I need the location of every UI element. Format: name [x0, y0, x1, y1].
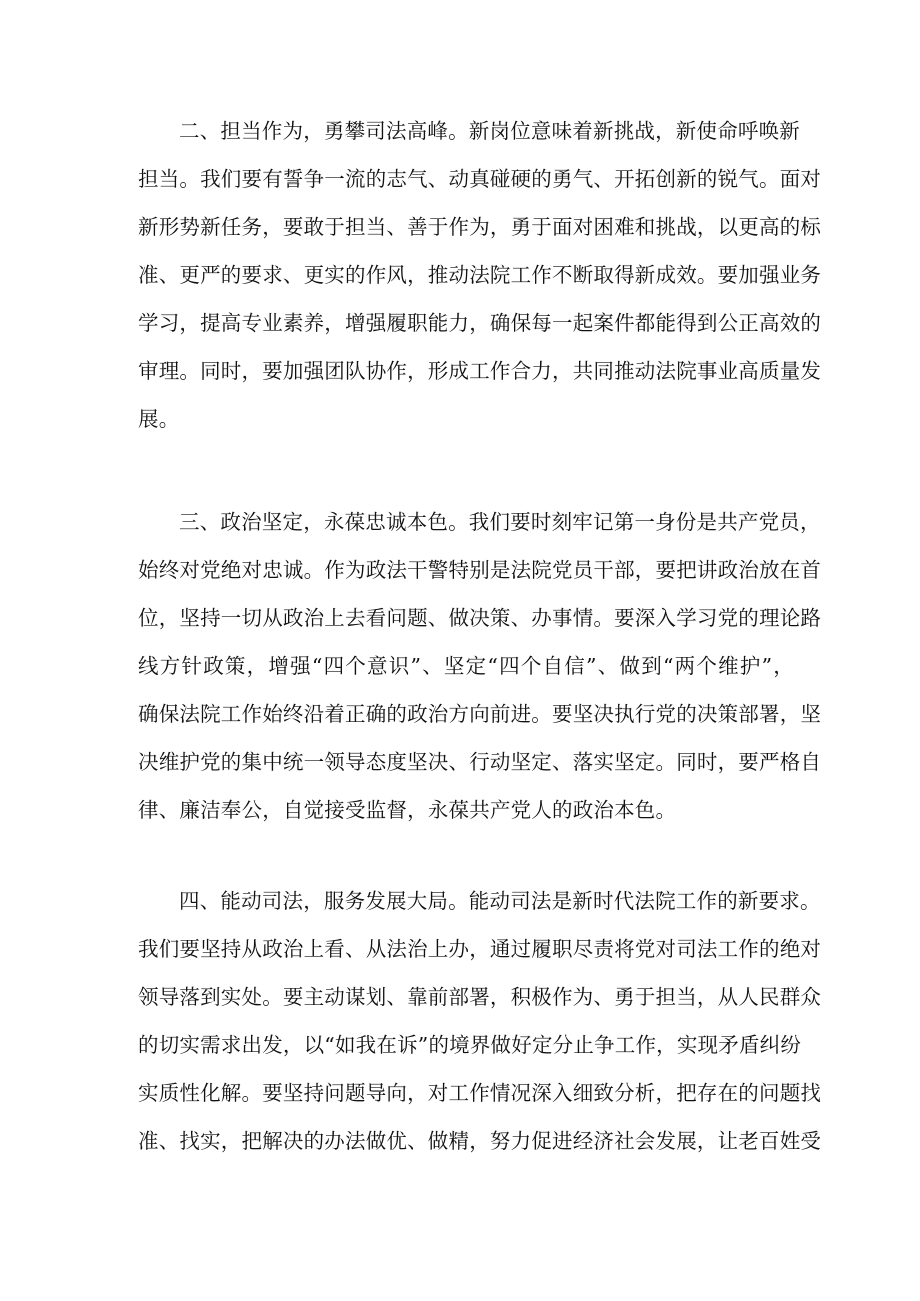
text-line: 线方针政策，增强“四个意识”、坚定“四个自信”、做到“两个维护”， — [138, 654, 794, 678]
text-line: 我们要坚持从政治上看、从法治上办，通过履职尽责将党对司法工作的绝对 — [138, 937, 822, 961]
text-line: 准、更严的要求、更实的作风，推动法院工作不断取得新成效。要加强业务 — [138, 263, 822, 287]
text-line: 决维护党的集中统一领导态度坚决、行动坚定、落实坚定。同时，要严格自 — [138, 750, 822, 774]
text-line: 审理。同时，要加强团队协作，形成工作合力，共同推动法院事业高质量发 — [138, 359, 822, 383]
text-line: 担当。我们要有誓争一流的志气、动真碰硬的勇气、开拓创新的锐气。面对 — [138, 167, 822, 191]
text-line: 准、找实，把解决的办法做优、做精，努力促进经济社会发展，让老百姓受 — [138, 1129, 822, 1153]
text-line: 领导落到实处。要主动谋划、靠前部署，积极作为、勇于担当，从人民群众 — [138, 985, 822, 1009]
text-line: 三、政治坚定，永葆忠诚本色。我们要时刻牢记第一身份是共产党员， — [179, 510, 821, 534]
paragraph-responsibility — [138, 107, 822, 443]
text-line: 始终对党绝对忠诚。作为政法干警特别是法院党员干部，要把讲政治放在首 — [138, 558, 822, 582]
text-line: 新形势新任务，要敢于担当、善于作为，勇于面对困难和挑战，以更高的标 — [138, 215, 822, 239]
text-line: 四、能动司法，服务发展大局。能动司法是新时代法院工作的新要求。 — [179, 889, 821, 913]
text-line: 律、廉洁奉公，自觉接受监督，永葆共产党人的政治本色。 — [138, 798, 677, 822]
text-line: 确保法院工作始终沿着正确的政治方向前进。要坚决执行党的决策部署，坚 — [138, 702, 822, 726]
paragraph-active-justice — [138, 877, 822, 1165]
text-line: 学习，提高专业素养，增强履职能力，确保每一起案件都能得到公正高效的 — [138, 311, 822, 335]
text-line: 实质性化解。要坚持问题导向，对工作情况深入细致分析，把存在的问题找 — [138, 1081, 822, 1105]
text-line: 的切实需求出发，以“如我在诉”的境界做好定分止争工作，实现矛盾纠纷 — [138, 1033, 802, 1057]
text-line: 位，坚持一切从政治上去看问题、做决策、办事情。要深入学习党的理论路 — [138, 606, 822, 630]
paragraph-political-loyalty — [138, 498, 822, 834]
text-line: 展。 — [138, 407, 180, 431]
text-line: 二、担当作为，勇攀司法高峰。新岗位意味着新挑战，新使命呼唤新 — [179, 119, 800, 143]
